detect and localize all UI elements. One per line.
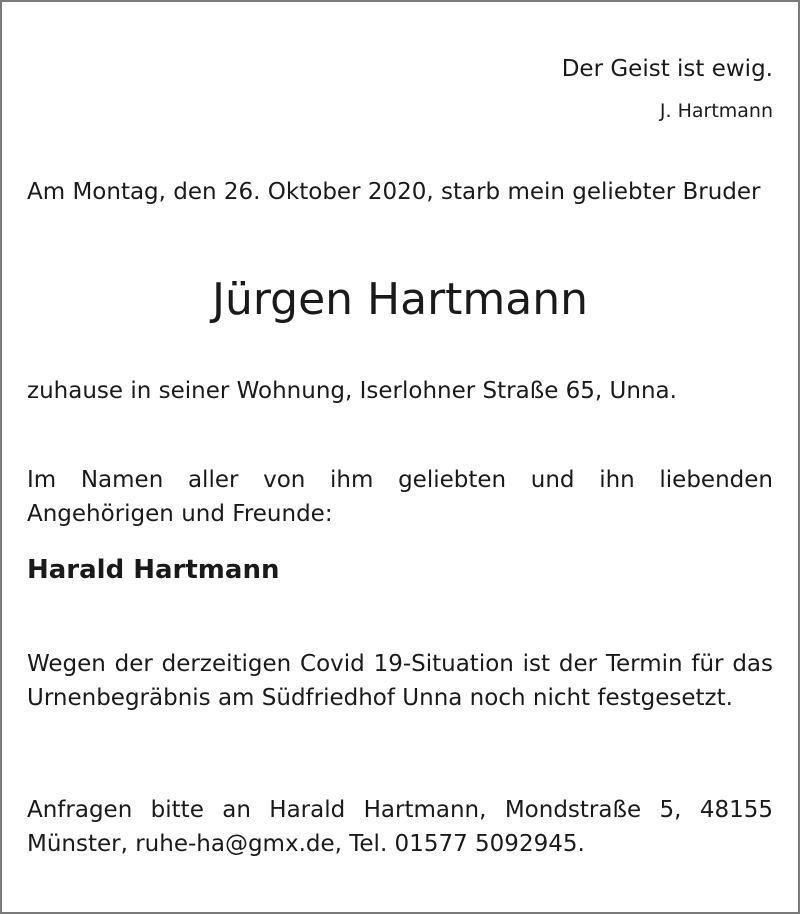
signer-name: Harald Hartmann: [27, 555, 280, 585]
on-behalf-text: Im Namen aller von ihm geliebten und ihn liebenden Angehörigen und Freunde:: [27, 467, 773, 527]
contact-info: Anfragen bitte an Harald Hartmann, Mondstraße 5, 48155 Münster, ruhe-ha@gmx.de, Tel. 01577 5092945.: [27, 797, 773, 857]
deceased-name: Jürgen Hartmann: [211, 274, 589, 325]
death-announcement: Am Montag, den 26. Oktober 2020, starb mein geliebter Bruder: [27, 179, 761, 205]
burial-note: Wegen der derzeitigen Covid 19-Situation ist der Termin für das Urnenbegräbnis am Südfriedhof Unna noch nicht festgesetzt.: [27, 651, 773, 711]
motto-quote: Der Geist ist ewig.: [561, 56, 773, 82]
motto-author: J. Hartmann: [659, 100, 773, 122]
place-of-death: zuhause in seiner Wohnung, Iserlohner Straße 65, Unna.: [27, 378, 677, 404]
